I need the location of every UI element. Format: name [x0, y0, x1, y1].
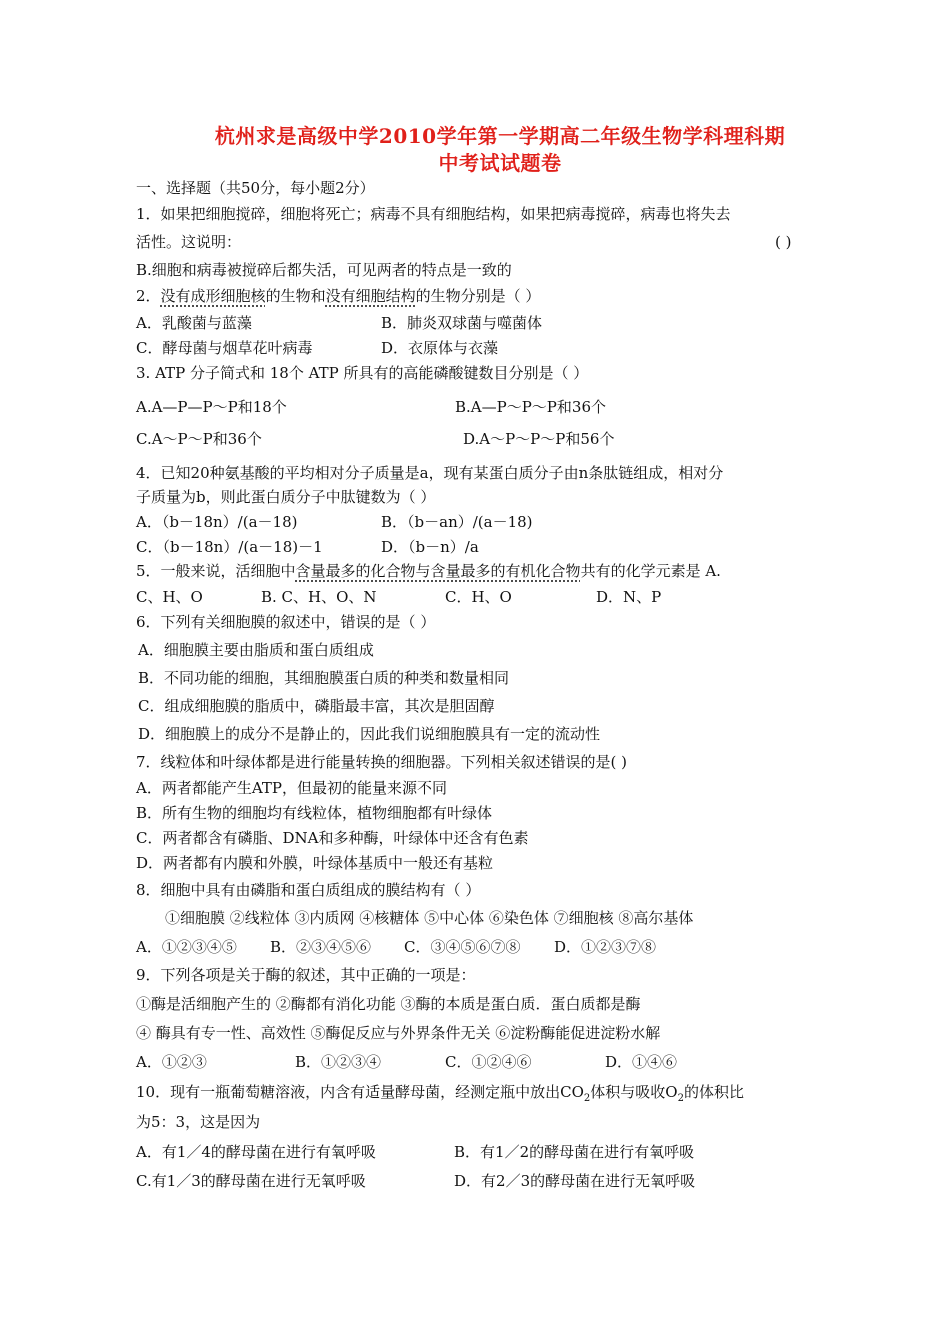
q2-option-c: C．酵母菌与烟草花叶病毒	[136, 339, 313, 357]
q1-stem-line2: 活性。这说明：	[136, 233, 242, 251]
q2-option-d: D．衣原体与衣藻	[381, 339, 499, 357]
q4-option-b: B．（b－an）/(a－18)	[381, 513, 533, 531]
q6-option-d: D．细胞膜上的成分不是静止的，因此我们说细胞膜具有一定的流动性	[138, 725, 601, 743]
q9-option-b: B．①②③④	[295, 1053, 382, 1071]
q10-option-b: B．有1／2的酵母菌在进行有氧呼吸	[454, 1143, 695, 1161]
q10-subscript: 2	[677, 1093, 684, 1104]
exam-title-line1: 杭州求是高级中学2010学年第一学期高二年级生物学科理科期	[214, 124, 786, 148]
q9-option-a: A．①②③	[136, 1053, 207, 1071]
q8-items: ①细胞膜 ②线粒体 ③内质网 ④核糖体 ⑤中心体 ⑥染色体 ⑦细胞核 ⑧高尔基体	[165, 909, 694, 927]
q2-stem	[136, 286, 540, 306]
q5-option-a: C、H、O	[136, 588, 203, 606]
q3-option-b: B.A—P～P～P和36个	[455, 398, 606, 416]
q1-option-b: B.细胞和病毒被搅碎后都失活，可见两者的特点是一致的	[136, 261, 512, 279]
q10-option-c: C.有1／3的酵母菌在进行无氧呼吸	[136, 1172, 366, 1190]
q7-option-a: A．两者都能产生ATP，但最初的能量来源不同	[136, 779, 447, 797]
q5-stem-emph: 含量最多的化合物与含量最多的有机化合物	[295, 562, 581, 580]
q10-option-d: D．有2／3的酵母菌在进行无氧呼吸	[454, 1172, 696, 1190]
q6-stem: 6．下列有关细胞膜的叙述中，错误的是（ ）	[136, 613, 436, 631]
q3-stem: 3. ATP 分子简式和 18个 ATP 所具有的高能磷酸键数目分别是（ ）	[136, 364, 589, 382]
q7-option-c: C．两者都含有磷脂、DNA和多种酶，叶绿体中还含有色素	[136, 829, 529, 847]
q7-option-b: B．所有生物的细胞均有线粒体，植物细胞都有叶绿体	[136, 804, 493, 822]
q10-stem-part: 的体积比	[683, 1083, 744, 1101]
q10-stem-line2: 为5：3，这是因为	[136, 1113, 261, 1131]
exam-title-line2: 中考试试题卷	[438, 151, 562, 175]
q7-stem: 7．线粒体和叶绿体都是进行能量转换的细胞器。下列相关叙述错误的是( )	[136, 753, 628, 771]
q7-option-d: D．两者都有内膜和外膜，叶绿体基质中一般还有基粒	[136, 854, 494, 872]
q10-option-a: A．有1／4的酵母菌在进行有氧呼吸	[136, 1143, 376, 1161]
q3-option-d: D.A～P～P～P和56个	[463, 430, 615, 448]
q1-stem-line1: 1．如果把细胞搅碎，细胞将死亡；病毒不具有细胞结构，如果把病毒搅碎，病毒也将失去	[136, 205, 731, 223]
q5-stem	[136, 561, 721, 581]
q9-stem: 9．下列各项是关于酶的叙述，其中正确的一项是：	[136, 966, 476, 984]
q6-option-c: C．组成细胞膜的脂质中，磷脂最丰富，其次是胆固醇	[138, 697, 495, 715]
q3-option-a: A.A—P—P～P和18个	[136, 398, 287, 416]
q2-stem-part: 2．	[136, 287, 161, 305]
q2-stem-emph1: 没有成形细胞核	[160, 287, 266, 305]
q10-stem-part: 体积与吸收O	[590, 1083, 678, 1101]
q9-statements-line2: ④ 酶具有专一性、高效性 ⑤酶促反应与外界条件无关 ⑥淀粉酶能促进淀粉水解	[136, 1024, 661, 1042]
q3-option-c: C.A～P～P和36个	[136, 430, 262, 448]
q4-option-d: D．（b－n）/a	[381, 538, 479, 556]
q4-stem-line1: 4．已知20种氨基酸的平均相对分子质量是a，现有某蛋白质分子由n条肽链组成，相对分	[136, 464, 724, 482]
q5-stem-part: 5．一般来说，活细胞中	[136, 562, 296, 580]
q10-stem-line1	[136, 1082, 744, 1109]
q1-answer-paren: ( )	[775, 233, 792, 251]
q2-stem-part: 的生物分别是（ ）	[415, 287, 541, 305]
q2-option-a: A．乳酸菌与蓝藻	[136, 314, 252, 332]
q9-statements-line1: ①酶是活细胞产生的 ②酶都有消化功能 ③酶的本质是蛋白质．蛋白质都是酶	[136, 995, 641, 1013]
q5-option-d: D．N、P	[596, 588, 662, 606]
q8-option-d: D．①②③⑦⑧	[554, 938, 657, 956]
q9-option-d: D．①④⑥	[605, 1053, 678, 1071]
section-heading: 一、选择题（共50分，每小题2分）	[136, 179, 375, 197]
q4-option-a: A．（b－18n）/(a－18)	[136, 513, 298, 531]
q2-stem-part: 的生物和	[265, 287, 326, 305]
q5-stem-part: 共有的化学元素是 A.	[580, 562, 721, 580]
q8-stem: 8．细胞中具有由磷脂和蛋白质组成的膜结构有（ ）	[136, 881, 481, 899]
q2-stem-emph2: 没有细胞结构	[325, 287, 416, 305]
q6-option-b: B．不同功能的细胞，其细胞膜蛋白质的种类和数量相同	[138, 669, 510, 687]
q8-option-c: C．③④⑤⑥⑦⑧	[404, 938, 521, 956]
q8-option-b: B．②③④⑤⑥	[270, 938, 372, 956]
q10-subscript: 2	[583, 1093, 591, 1104]
q5-option-c: C．H、O	[445, 588, 512, 606]
q9-option-c: C．①②④⑥	[445, 1053, 532, 1071]
q2-option-b: B．肺炎双球菌与噬菌体	[381, 314, 543, 332]
q4-option-c: C．（b－18n）/(a－18)－1	[136, 538, 323, 556]
q4-stem-line2: 子质量为b，则此蛋白质分子中肽键数为（ ）	[136, 488, 436, 506]
q10-stem-part: 10．现有一瓶葡萄糖溶液，内含有适量酵母菌，经测定瓶中放出CO	[136, 1083, 584, 1101]
q5-option-b: B. C、H、O、N	[261, 588, 377, 606]
q8-option-a: A．①②③④⑤	[136, 938, 237, 956]
q6-option-a: A．细胞膜主要由脂质和蛋白质组成	[138, 641, 374, 659]
